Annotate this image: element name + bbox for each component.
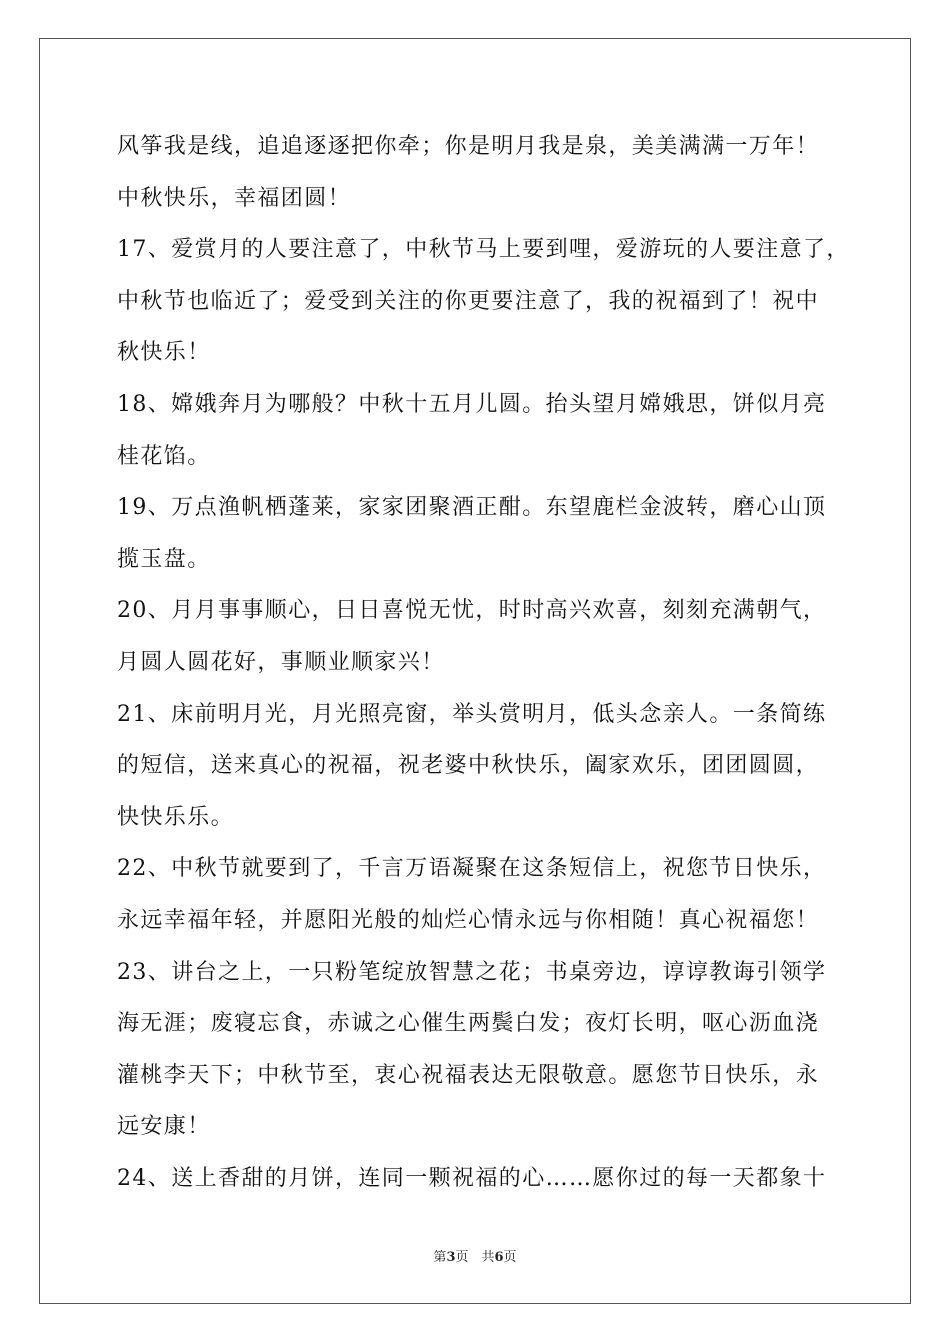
text-line: 桂花馅。 — [117, 443, 211, 469]
text-line: 远安康！ — [117, 1114, 211, 1140]
text-line: 21、床前明月光，月光照亮窗，举头赏明月，低头念亲人。一条简练 — [117, 701, 827, 727]
text-line: 快快乐乐。 — [117, 804, 235, 830]
text-line: 18、嫦娥奔月为哪般？中秋十五月儿圆。抬头望月嫦娥思，饼似月亮 — [117, 391, 827, 417]
page-number-suffix: 页 — [503, 1250, 517, 1265]
document-body — [117, 128, 857, 1211]
text-line: 24、送上香甜的月饼，连同一颗祝福的心……愿你过的每一天都象十 — [117, 1165, 827, 1191]
page-number-prefix: 第 — [433, 1250, 447, 1265]
text-line: 23、讲台之上，一只粉笔绽放智慧之花；书桌旁边，谆谆教诲引领学 — [117, 959, 827, 985]
text-line: 17、爱赏月的人要注意了，中秋节马上要到哩，爱游玩的人要注意了， — [117, 237, 850, 263]
text-line: 的短信，送来真心的祝福，祝老婆中秋快乐，阖家欢乐，团团圆圆， — [117, 753, 820, 779]
total-page-number: 6 — [494, 1250, 504, 1265]
current-page-number: 3 — [446, 1250, 456, 1265]
text-line: 秋快乐！ — [117, 340, 211, 366]
text-line: 22、中秋节就要到了，千言万语凝聚在这条短信上，祝您节日快乐， — [117, 856, 827, 882]
text-line: 中秋快乐，幸福团圆！ — [117, 185, 352, 211]
text-line: 海无涯；废寝忘食，赤诚之心催生两鬓白发；夜灯长明，呕心沥血浇 — [117, 1011, 820, 1037]
text-line: 灌桃李天下；中秋节至，衷心祝福表达无限敬意。愿您节日快乐，永 — [117, 1062, 820, 1088]
text-line: 月圆人圆花好，事顺业顺家兴！ — [117, 649, 445, 675]
text-line: 中秋节也临近了；爱受到关注的你更要注意了，我的祝福到了！祝中 — [117, 288, 820, 314]
text-line: 永远幸福年轻，并愿阳光般的灿烂心情永远与你相随！真心祝福您！ — [117, 907, 820, 933]
text-line: 风筝我是线，追追逐逐把你牵；你是明月我是泉，美美满满一万年！ — [117, 134, 820, 159]
page-footer — [0, 1246, 950, 1265]
page-number-middle: 页 共 — [455, 1250, 495, 1265]
text-line: 揽玉盘。 — [117, 546, 211, 572]
text-line: 19、万点渔帆栖蓬莱，家家团聚酒正酣。东望鹿栏金波转，磨心山顶 — [117, 495, 827, 521]
text-line: 20、月月事事顺心，日日喜悦无忧，时时高兴欢喜，刻刻充满朝气， — [117, 598, 827, 624]
